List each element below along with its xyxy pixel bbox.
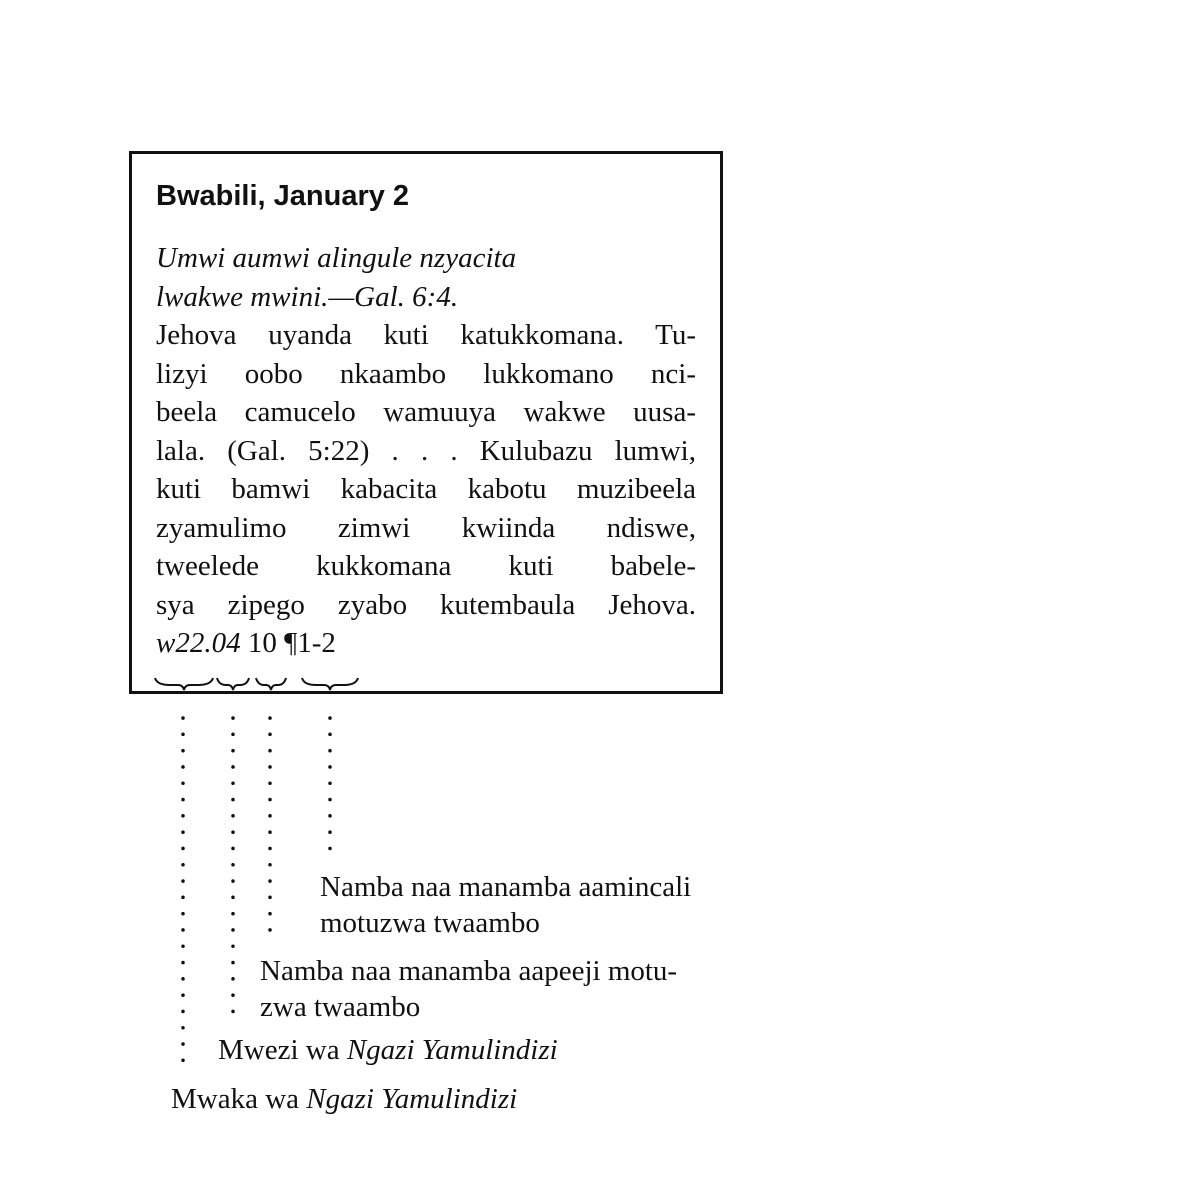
- comment-line: Jehova uyanda kuti katukkomana. Tu-: [156, 319, 696, 351]
- date-heading: Bwabili, January 2: [156, 180, 410, 212]
- comment-line: kuti bamwi kabacita kabotu muzibeela: [156, 473, 696, 505]
- ref-paragraph: ¶1-2: [284, 627, 336, 659]
- comment-line: sya zipego zyabo kutembaula Jehova.: [156, 588, 696, 621]
- verse-line: Umwi aumwi alingule nzyacita: [156, 242, 517, 274]
- verse-line: lwakwe mwini.—Gal. 6:4.: [156, 280, 459, 313]
- comment-line: lala. (Gal. 5:22) . . . Kulubazu lumwi,: [156, 434, 696, 467]
- label-line: Namba naa manamba aamincali: [320, 871, 692, 903]
- year-label: [171, 1081, 517, 1117]
- ref-month: 04: [211, 627, 241, 659]
- comment-text: [156, 316, 696, 624]
- comment-line: zyamulimo zimwi kwiinda ndiswe,: [156, 511, 696, 544]
- comment-line: lizyi oobo nkaambo lukkomano nci-: [156, 357, 696, 390]
- ref-page: 10: [247, 627, 277, 659]
- label-prefix: Mwezi wa: [218, 1034, 347, 1066]
- page-number-label: [260, 953, 677, 1025]
- month-label: [218, 1032, 558, 1068]
- comment-line: beela camucelo wamuuya wakwe uusa-: [156, 396, 696, 428]
- label-prefix: Mwaka wa: [171, 1083, 307, 1115]
- label-line: zwa twaambo: [260, 991, 421, 1023]
- theme-scripture: [156, 239, 696, 316]
- source-reference: [156, 624, 696, 663]
- daily-text-card: [129, 151, 723, 694]
- magazine-title: Ngazi Yamulindizi: [346, 1034, 558, 1066]
- ref-year: w22.: [156, 627, 212, 659]
- magazine-title: Ngazi Yamulindizi: [306, 1083, 518, 1115]
- label-line: motuzwa twaambo: [320, 907, 540, 939]
- label-line: Namba naa manamba aapeeji motu-: [260, 955, 678, 987]
- comment-line: tweelede kukkomana kuti babele-: [156, 550, 696, 582]
- paragraph-number-label: [320, 869, 691, 941]
